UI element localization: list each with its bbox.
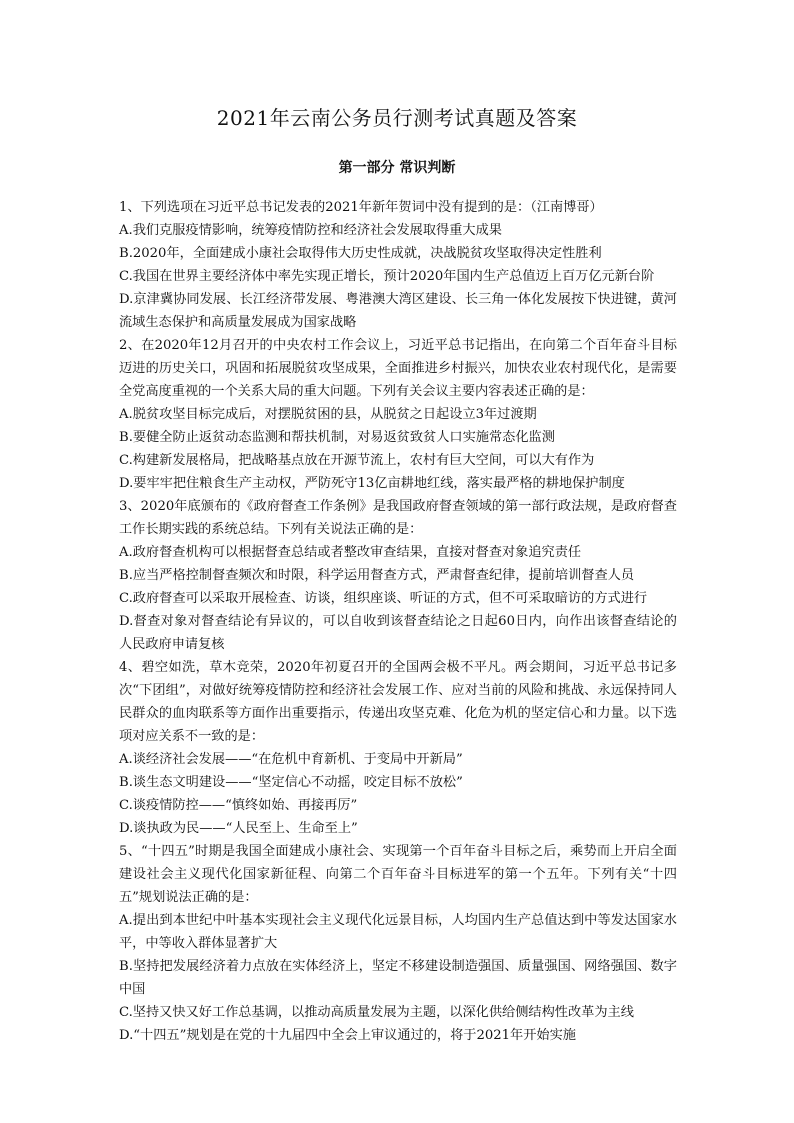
option-d: D.督查对象对督查结论有异议的，可以自收到该督查结论之日起60日内，向作出该督查结论的人民政府申请复核 (119, 614, 677, 652)
question-stem: 3、2020年底颁布的《政府督查工作条例》是我国政府督查领域的第一部行政法规，是政府督查工作长期实践的系统总结。下列有关说法正确的是： (119, 499, 677, 537)
question-1 (119, 196, 677, 334)
option-b: B.2020年，全面建成小康社会取得伟大历史性成就，决战脱贫攻坚取得决定性胜利 (119, 246, 602, 261)
option-b: B.应当严格控制督查频次和时限，科学运用督查方式，严肃督查纪律，提前培训督查人员 (119, 568, 635, 583)
option-a: A.谈经济社会发展——“在危机中育新机、于变局中开新局” (119, 752, 463, 767)
question-3 (119, 495, 677, 656)
option-c: C.构建新发展格局，把战略基点放在开源节流上，农村有巨大空间，可以大有作为 (119, 453, 595, 468)
option-a: A.政府督查机构可以根据督查总结或者整改审查结果，直接对督查对象追究责任 (119, 545, 582, 560)
option-c: C.坚持又快又好工作总基调，以推动高质量发展为主题，以深化供给侧结构性改革为主线 (119, 1005, 634, 1020)
option-c: C.谈疫情防控——“慎终如始、再接再厉” (119, 798, 358, 813)
question-4 (119, 656, 677, 840)
option-b: B.谈生态文明建设——“坚定信心不动摇，咬定目标不放松” (119, 775, 463, 790)
option-d: D.“十四五”规划是在党的十九届四中全会上审议通过的，将于2021年开始实施 (119, 1028, 576, 1043)
option-d: D.京津冀协同发展、长江经济带发展、粤港澳大湾区建设、长三角一体化发展按下快进键，黄河流域生态保护和高质量发展成为国家战略 (119, 292, 677, 330)
question-stem: 2、在2020年12月召开的中央农村工作会议上，习近平总书记指出，在向第二个百年奋斗目标迈进的历史关口，巩固和拓展脱贫攻坚成果，全面推进乡村振兴，加快农业农村现代化，是需要全党高度重视的一个关系大局的重大问题。下列有关会议主要内容表述正确的是： (119, 338, 677, 399)
document-title: 2021年云南公务员行测考试真题及答案 (216, 106, 578, 130)
question-stem: 1、下列选项在习近平总书记发表的2021年新年贺词中没有提到的是：（江南博哥） (119, 200, 603, 215)
option-a: A.我们克服疫情影响，统筹疫情防控和经济社会发展取得重大成果 (119, 223, 502, 238)
option-d: D.要牢牢把住粮食生产主动权，严防死守13亿亩耕地红线，落实最严格的耕地保护制度 (119, 476, 625, 491)
option-b: B.要健全防止返贫动态监测和帮扶机制，对易返贫致贫人口实施常态化监测 (119, 430, 555, 445)
question-list (119, 196, 677, 1047)
question-stem: 4、碧空如洗，草木竞荣，2020年初夏召开的全国两会极不平凡。两会期间，习近平总书记多次“下团组”，对做好统筹疫情防控和经济社会发展工作、应对当前的风险和挑战、永远保持同人民群众的血肉联系等方面作出重要指示，传递出攻坚克难、化危为机的坚定信心和力量。以下选项对应关系不一致的是： (119, 660, 677, 744)
option-a: A.脱贫攻坚目标完成后，对摆脱贫困的县，从脱贫之日起设立3年过渡期 (119, 407, 537, 422)
question-5 (119, 840, 677, 1047)
option-d: D.谈执政为民——“人民至上、生命至上” (119, 821, 358, 836)
option-c: C.我国在世界主要经济体中率先实现正增长，预计2020年国内生产总值迈上百万亿元新台阶 (119, 269, 655, 284)
question-stem: 5、“十四五”时期是我国全面建成小康社会、实现第一个百年奋斗目标之后，乘势而上开启全面建设社会主义现代化国家新征程、向第二个百年奋斗目标进军的第一个五年。下列有关“十四五”规划说法正确的是： (119, 844, 677, 905)
section-heading: 第一部分 常识判断 (338, 160, 456, 176)
option-c: C.政府督查可以采取开展检查、访谈，组织座谈、听证的方式，但不可采取暗访的方式进行 (119, 591, 648, 606)
question-2 (119, 334, 677, 495)
option-b: B.坚持把发展经济着力点放在实体经济上，坚定不移建设制造强国、质量强国、网络强国、数字中国 (119, 959, 677, 997)
option-a: A.提出到本世纪中叶基本实现社会主义现代化远景目标，人均国内生产总值达到中等发达国家水平，中等收入群体显著扩大 (119, 913, 677, 951)
